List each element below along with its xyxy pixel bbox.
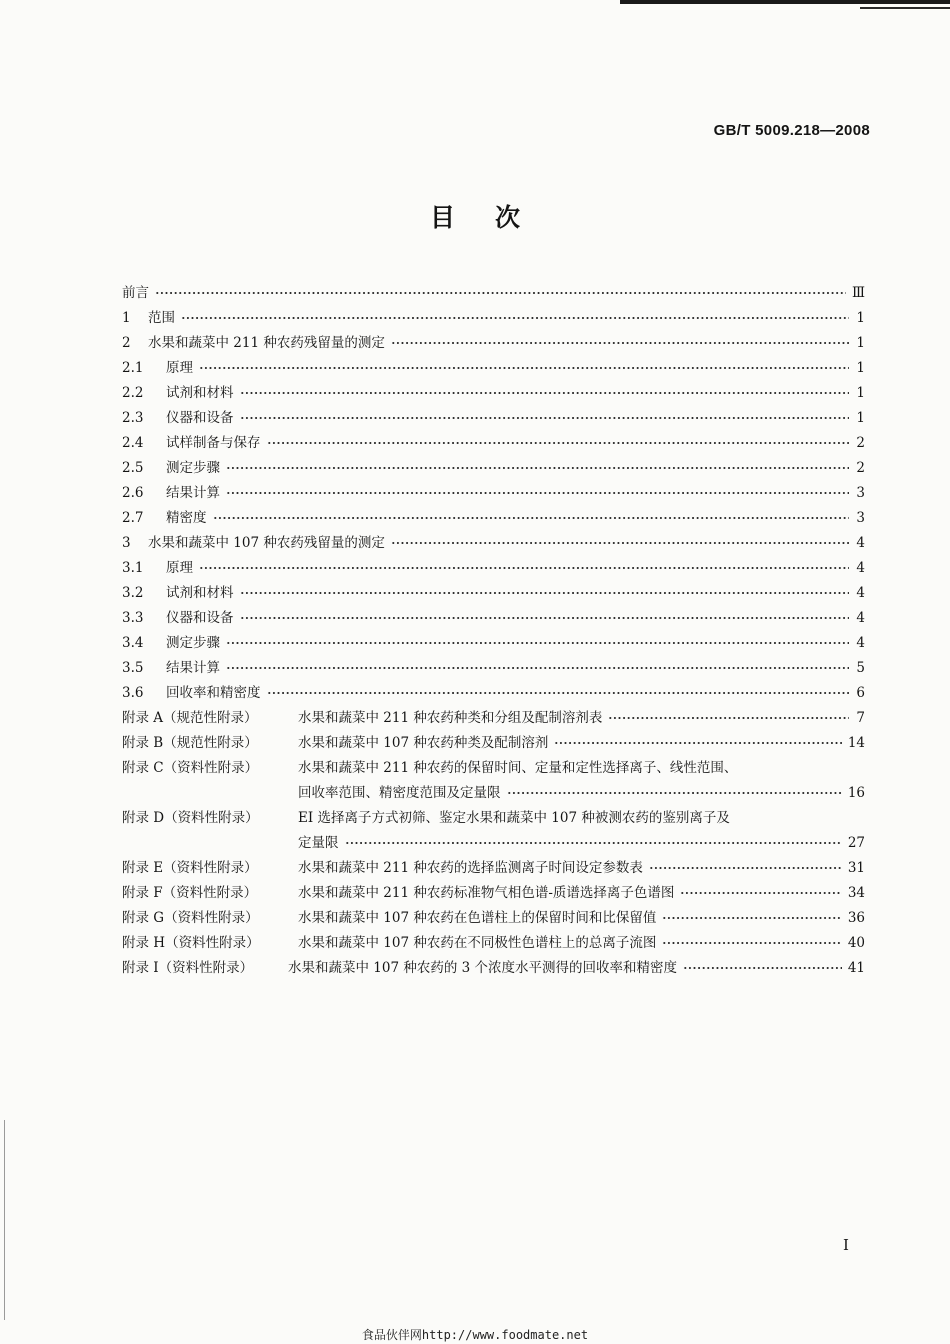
leader-dots (226, 639, 849, 647)
toc-entry-1[interactable] (122, 302, 865, 327)
leader-dots (226, 489, 849, 497)
toc-entry-2-4[interactable] (122, 427, 865, 452)
toc-label: 水果和蔬菜中 107 种农药在色谱柱上的保留时间和比保留值 (298, 910, 657, 926)
toc-entry-2-6[interactable] (122, 477, 865, 502)
toc-page: 2 (856, 435, 865, 451)
toc-entry-appendix-g[interactable] (122, 902, 865, 927)
toc-number: 附录 H（资料性附录） (122, 935, 260, 951)
leader-dots (240, 389, 850, 397)
toc-entry-3[interactable] (122, 527, 865, 552)
toc-label: 水果和蔬菜中 107 种农药的 3 个浓度水平测得的回收率和精密度 (288, 960, 678, 976)
toc-page: 4 (856, 635, 865, 651)
toc-page: 2 (856, 460, 865, 476)
toc-page: 41 (847, 960, 865, 976)
leader-dots (683, 964, 842, 972)
toc-entry-2[interactable] (122, 327, 865, 352)
toc-entry-2-2[interactable] (122, 377, 865, 402)
toc-number: 2.6 (122, 485, 144, 501)
leader-dots (267, 439, 850, 447)
leader-dots (155, 289, 846, 297)
toc-label-continued: 定量限 (298, 835, 339, 851)
leader-dots (181, 314, 849, 322)
toc-page: 4 (856, 610, 865, 626)
toc-number: 附录 A（规范性附录） (122, 710, 258, 726)
toc-number: 3.4 (122, 635, 144, 651)
toc-label: 水果和蔬菜中 107 种农药种类及配制溶剂 (298, 735, 549, 751)
toc-number: 3.1 (122, 560, 144, 576)
toc-page: 40 (847, 935, 865, 951)
toc-label: 结果计算 (166, 660, 220, 676)
toc-number: 2.1 (122, 360, 144, 376)
toc-entry-appendix-e[interactable] (122, 852, 865, 877)
toc-page: 27 (847, 835, 865, 851)
toc-number: 3.2 (122, 585, 144, 601)
toc-entry-3-6[interactable] (122, 677, 865, 702)
toc-entry-2-3[interactable] (122, 402, 865, 427)
leader-dots (391, 339, 849, 347)
leader-dots (649, 864, 842, 872)
leader-dots (345, 839, 842, 847)
toc-label: 水果和蔬菜中 211 种农药的保留时间、定量和定性选择离子、线性范围、 (298, 760, 738, 776)
toc-label: 水果和蔬菜中 211 种农药的选择监测离子时间设定参数表 (298, 860, 643, 876)
toc-number: 附录 F（资料性附录） (122, 885, 258, 901)
top-rule-secondary (860, 7, 950, 9)
toc-page: 36 (847, 910, 865, 926)
leader-dots (213, 514, 850, 522)
toc-entry-appendix-h[interactable] (122, 927, 865, 952)
toc-page: 14 (847, 735, 865, 751)
toc-entry-2-7[interactable] (122, 502, 865, 527)
toc-page: 1 (856, 410, 865, 426)
toc-page: 1 (856, 360, 865, 376)
toc-page: 1 (856, 385, 865, 401)
toc-label: 前言 (122, 285, 149, 301)
toc-label-continued: 回收率范围、精密度范围及定量限 (298, 785, 501, 801)
toc-page: 6 (856, 685, 865, 701)
toc-page: 4 (856, 560, 865, 576)
toc-label: 水果和蔬菜中 211 种农药残留量的测定 (148, 335, 385, 351)
toc-label: 范围 (148, 310, 175, 326)
leader-dots (240, 614, 850, 622)
leader-dots (608, 714, 849, 722)
toc-number: 附录 B（规范性附录） (122, 735, 258, 751)
page-number: I (843, 1236, 849, 1254)
toc-entry-2-5[interactable] (122, 452, 865, 477)
toc-page: 4 (856, 535, 865, 551)
toc-label: 水果和蔬菜中 107 种农药残留量的测定 (148, 535, 385, 551)
toc-page: 1 (856, 310, 865, 326)
toc-label: 试样制备与保存 (166, 435, 261, 451)
leader-dots (226, 464, 849, 472)
toc-entry-3-3[interactable] (122, 602, 865, 627)
toc-label: 结果计算 (166, 485, 220, 501)
toc-entry-appendix-d[interactable] (122, 802, 865, 827)
toc-number: 2.5 (122, 460, 144, 476)
toc-number: 附录 E（资料性附录） (122, 860, 258, 876)
toc-page: 3 (856, 485, 865, 501)
toc-entry-appendix-d-cont[interactable] (122, 827, 865, 852)
toc-page: 1 (856, 335, 865, 351)
top-rule (620, 0, 950, 4)
toc-label: 水果和蔬菜中 107 种农药在不同极性色谱柱上的总离子流图 (298, 935, 657, 951)
toc-page: 4 (856, 585, 865, 601)
toc-entry-3-5[interactable] (122, 652, 865, 677)
toc-number: 2 (122, 335, 131, 351)
toc-number: 2.3 (122, 410, 144, 426)
toc-number: 2.7 (122, 510, 144, 526)
toc-label: 仪器和设备 (166, 410, 234, 426)
toc-entry-preface[interactable] (122, 277, 865, 302)
toc-label: 原理 (166, 360, 193, 376)
leader-dots (240, 414, 850, 422)
toc-page: 7 (856, 710, 865, 726)
toc-number: 2.4 (122, 435, 144, 451)
toc-entry-appendix-b[interactable] (122, 727, 865, 752)
toc-page: 31 (847, 860, 865, 876)
leader-dots (267, 689, 850, 697)
page-title: 目次 (429, 203, 560, 232)
leader-dots (226, 664, 849, 672)
leader-dots (662, 914, 841, 922)
scan-edge (4, 1120, 5, 1320)
toc-entry-2-1[interactable] (122, 352, 865, 377)
toc-entry-appendix-i[interactable] (122, 952, 865, 977)
leader-dots (240, 589, 850, 597)
toc-label: 仪器和设备 (166, 610, 234, 626)
toc-number: 附录 I（资料性附录） (122, 960, 254, 976)
leader-dots (391, 539, 849, 547)
leader-dots (199, 364, 849, 372)
leader-dots (662, 939, 841, 947)
toc-page: 3 (856, 510, 865, 526)
toc-label: 回收率和精密度 (166, 685, 261, 701)
toc-number: 附录 G（资料性附录） (122, 910, 259, 926)
toc-label: 水果和蔬菜中 211 种农药种类和分组及配制溶剂表 (298, 710, 603, 726)
toc-entry-appendix-c[interactable] (122, 752, 865, 777)
toc-number: 3 (122, 535, 131, 551)
toc-number: 附录 D（资料性附录） (122, 810, 259, 826)
standard-number: GB/T 5009.218—2008 (713, 122, 870, 139)
toc-entry-3-2[interactable] (122, 577, 865, 602)
toc-page: 16 (847, 785, 865, 801)
toc-number: 3.5 (122, 660, 144, 676)
toc-label: 试剂和材料 (166, 385, 234, 401)
toc-label: 精密度 (166, 510, 207, 526)
leader-dots (554, 739, 841, 747)
toc-label: 测定步骤 (166, 460, 220, 476)
toc-number: 3.6 (122, 685, 144, 701)
toc-label: 原理 (166, 560, 193, 576)
toc-entry-appendix-f[interactable] (122, 877, 865, 902)
toc-number: 3.3 (122, 610, 144, 626)
toc-number: 2.2 (122, 385, 144, 401)
toc-number: 附录 C（资料性附录） (122, 760, 259, 776)
toc-entry-3-4[interactable] (122, 627, 865, 652)
leader-dots (199, 564, 849, 572)
leader-dots (507, 789, 842, 797)
toc-page: 5 (856, 660, 865, 676)
toc-page: 34 (847, 885, 865, 901)
toc-label: 水果和蔬菜中 211 种农药标准物气相色谱-质谱选择离子色谱图 (298, 885, 675, 901)
toc-label: 测定步骤 (166, 635, 220, 651)
toc-entry-3-1[interactable] (122, 552, 865, 577)
toc-label: 试剂和材料 (166, 585, 234, 601)
leader-dots (680, 889, 841, 897)
footer-watermark: 食品伙伴网http://www.foodmate.net (361, 1328, 589, 1342)
toc-label: EI 选择离子方式初筛、鉴定水果和蔬菜中 107 种被测农药的鉴别离子及 (298, 810, 730, 826)
toc-page: Ⅲ (851, 285, 865, 301)
toc-number: 1 (122, 310, 131, 326)
toc-entry-appendix-c-cont[interactable] (122, 777, 865, 802)
table-of-contents (122, 277, 865, 977)
toc-entry-appendix-a[interactable] (122, 702, 865, 727)
